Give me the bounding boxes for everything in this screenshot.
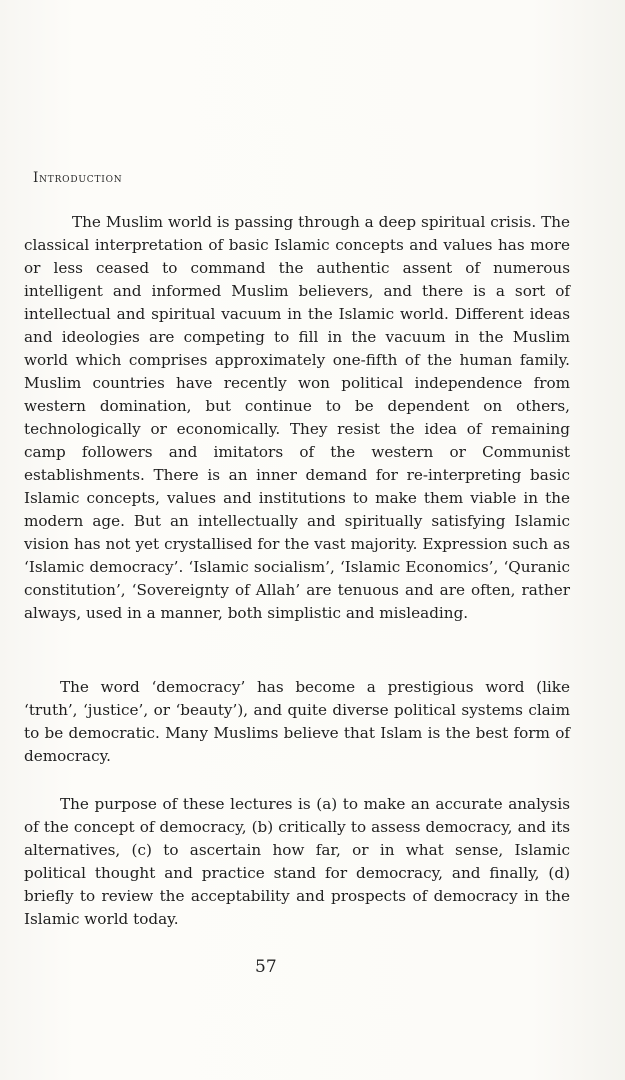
paragraph-1: The Muslim world is passing through a deep spiritual crisis. The classical interpretation of basic Islamic concepts and values has more or less ceased to command the authentic assent of numerous intelligent and informed Muslim believers, and there is a sort of intellectual and spiritual vacuum in the Islamic world. Different ideas and ideologies are competing to fill in the vacuum in the Muslim world which comprises approximately one-fifth of the human family. Muslim countries have recently won political independence from western domination, but continue to be dependent on others, technologically or economically. They resist the idea of remaining camp followers and imitators of the western or Communist establishments. There is an inner demand for re-interpreting basic Islamic concepts, values and institutions to make them viable in the modern age. But an intellectually and spiritually satisfying Islamic vision has not yet crystallised for the vast majority. Expression such as ‘Islamic democracy’. ‘Islamic socialism’, ‘Islamic Economics’, ‘Quranic constitution’, ‘Sovereignty of Allah’ are tenuous and are often, rather always, used in a manner, both simplistic and misleading. (24, 213, 570, 622)
paragraph-3: The purpose of these lectures is (a) to make an accurate analysis of the concept of democracy, (b) critically to assess democracy, and its alternatives, (c) to ascertain how far, or in what sense, Islamic political thought and practice stand for democracy, and finally, (d) briefly to review the acceptability and prospects of democracy in the Islamic world today. (24, 795, 570, 928)
section-heading: Introduction (33, 170, 123, 186)
page-number: 57 (255, 957, 277, 977)
paragraph-2: The word ‘democracy’ has become a prestigious word (like ‘truth’, ‘justice’, or ‘beauty’), and quite diverse political systems claim to be democratic. Many Muslims believe that Islam is the best form of democracy. (24, 678, 570, 765)
